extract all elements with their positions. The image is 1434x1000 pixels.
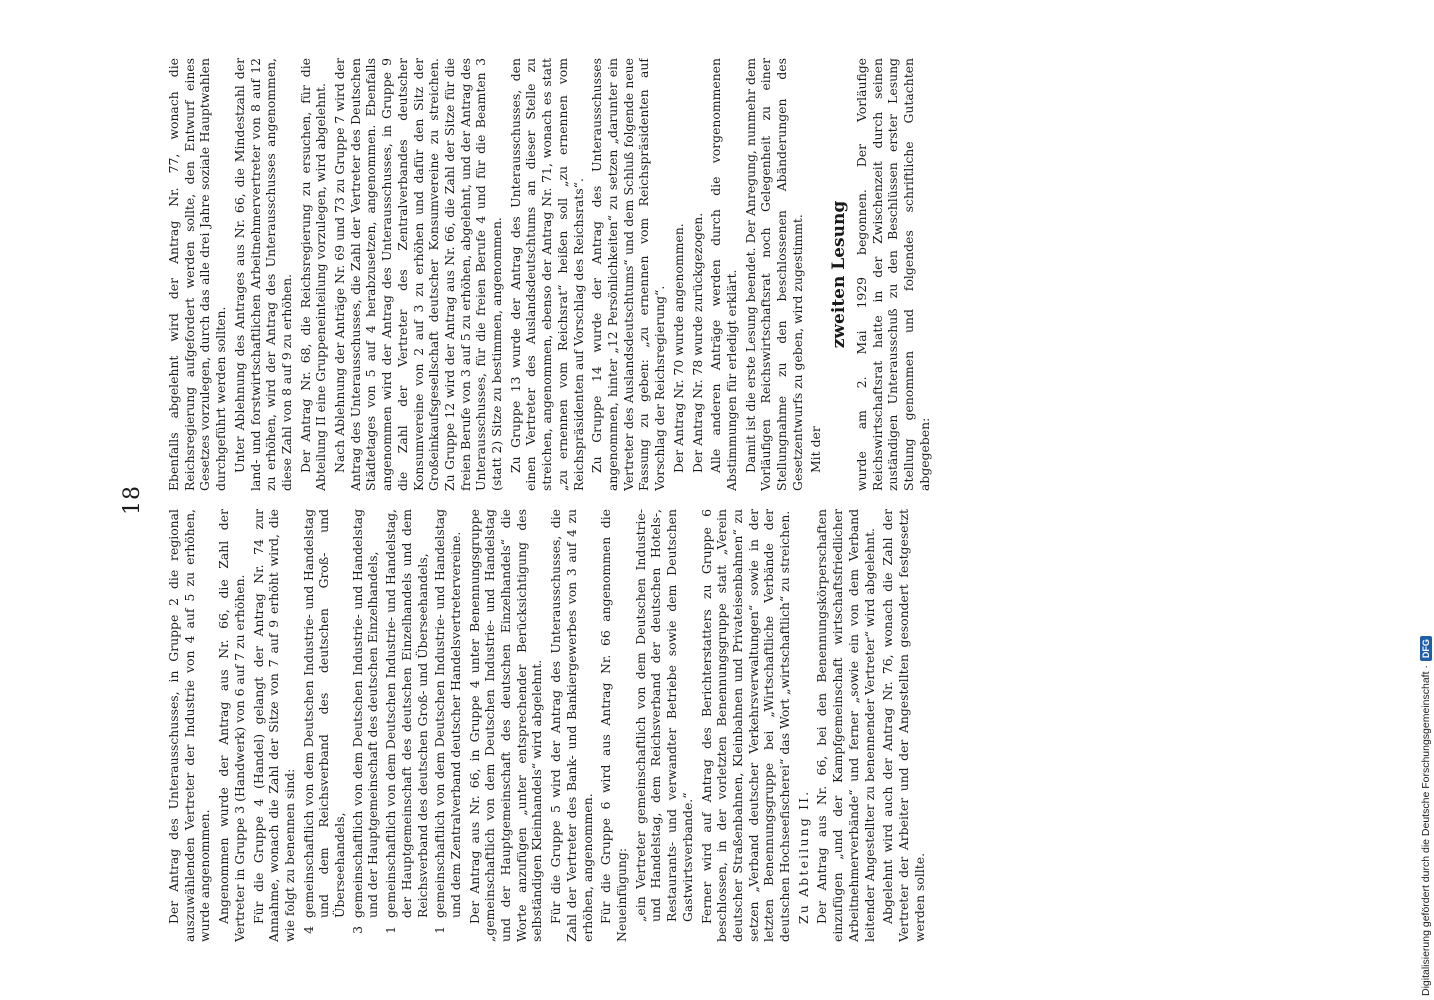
list-item-count: 3 bbox=[349, 926, 365, 934]
paragraph: Der Antrag Nr. 70 wurde angenommen. bbox=[670, 223, 686, 473]
digitization-credit-text: Digitalisierung gefördert durch die Deutsche Forschungsgemeinschaft · bbox=[1420, 665, 1432, 996]
paragraph: Der Antrag Nr. 68, die Reichsregierung zu ersuchen, für die Abteilung II eine Gruppeneinteilung vorzulegen, wird abgelehnt. bbox=[297, 58, 329, 491]
paragraph: Alle anderen Anträge werden durch die vorgenommenen Abstimmungen für erledigt erklärt. bbox=[708, 58, 739, 491]
list-item-text: gemeinschaftlich von dem Deutschen Industrie- und Handelstag und der Hauptgemeinschaft des deutschen Einzelhandels, bbox=[349, 509, 381, 918]
paragraph: Der Antrag aus Nr. 66, in Gruppe 4 unter Benennungsgruppe „gemeinschaftlich von dem Deutschen Industrie- und Handelstag und der Hauptgemeinschaft des deutschen Einzelhandels“ die Worte anzufügen „unter entsprechender Berücksichtigung des selbständigen Kleinhandels“ wird abgelehnt. bbox=[466, 509, 545, 942]
paragraph: Abgelehnt wird auch der Antrag Nr. 76, wonach die Zahl der Vertreter der Arbeiter und der Angestellten gesondert festgesetzt werden sollte. bbox=[880, 509, 927, 942]
paragraph: Für die Gruppe 5 wird der Antrag des Unterausschusses, die Zahl der Vertreter des Bank- und Bankiergewerbes von 3 auf 4 zu erhöhen, angenommen. bbox=[548, 509, 595, 942]
paragraph: Für die Gruppe 4 (Handel) gelangt der Antrag Nr. 74 zur Annahme, wonach die Zahl der Sitze von 7 auf 9 erhöht wird, die wie folgt zu benennen sind: bbox=[250, 509, 297, 942]
left-column bbox=[166, 509, 1244, 942]
paragraph: Ferner wird auf Antrag des Berichterstatters zu Gruppe 6 beschlossen, in der vorletzten Benennungsgruppe statt „Verein deutscher Straßenbahnen, Kleinbahnen und Privateisenbahnen“ zu setzen „Verband deutscher Verkehrsverwaltungen“ sowie in der letzten Benennungsgruppe bei „Wirtschaftliche Verbände der deutschen Hochseefischerei“ das Wort „wirtschaftlich“ zu streichen. bbox=[698, 509, 793, 942]
digitization-credit-text-row bbox=[1418, 4, 1434, 996]
seat-allocation-list bbox=[301, 509, 464, 942]
list-item-count: 4 bbox=[300, 926, 316, 934]
paragraph: wurde am 2. Mai 1929 begonnen. Der Vorläufige Reichswirtschaftsrat hatte in der Zwischenzeit durch seinen zuständigen Unterausschuß zu den Beschlüssen erster Lesung Stellung genommen und folgendes schriftliche Gutachten abgegeben: bbox=[853, 58, 932, 491]
rotated-page-content bbox=[118, 50, 1248, 950]
paragraph: Der Antrag Nr. 78 wurde zurückgezogen. bbox=[689, 212, 705, 473]
page-number: 18 bbox=[120, 485, 145, 515]
dfg-logo: DFG bbox=[1420, 636, 1432, 661]
paragraph: Zu Gruppe 13 wurde der Antrag des Unterausschusses, den einen Vertreter des Auslandsdeutschtums an dieser Stelle zu streichen, angenommen, ebenso der Antrag Nr. 71, wonach es statt „zu ernennen vom Reichsrat“ heißen soll „zu ernennen vom Reichspräsidenten auf Vorschlag des Reichsrats“. bbox=[507, 58, 586, 491]
list-item bbox=[432, 509, 463, 942]
paragraph: Zu Gruppe 14 wurde der Antrag des Unterausschusses angenommen, hinter „12 Persönlichkeiten“ zu setzen „darunter ein Vertreter des Auslandsdeutschtums“ und dem Schluß folgende neue Fassung zu geben: „zu ernennen vom Reichspräsidenten auf Vorschlag der Reichsregierung“. bbox=[589, 58, 668, 491]
paragraph: Damit ist die erste Lesung beendet. Der Anregung, nunmehr dem Vorläufigen Reichswirtschaftsrat noch Gelegenheit zu einer Stellungnahme zu den beschlossenen Abänderungen des Gesetzentwurfs zu geben, wird zugestimmt. bbox=[742, 58, 805, 491]
list-item bbox=[301, 509, 348, 942]
list-item-text: gemeinschaftlich von dem Deutschen Industrie- und Handelstag und dem Zentralverband deutscher Handelsvertretervereine. bbox=[432, 509, 463, 918]
list-item-count: 1 bbox=[383, 926, 399, 934]
list-item bbox=[383, 509, 430, 942]
text-columns bbox=[166, 58, 1244, 942]
section-heading: zweiten Lesung bbox=[829, 200, 850, 349]
paragraph: Angenommen wurde der Antrag aus Nr. 66, die Zahl der Vertreter in Gruppe 3 (Handwerk) von 6 auf 7 zu erhöhen. bbox=[216, 509, 247, 942]
list-item bbox=[350, 509, 381, 942]
paragraph: Für die Gruppe 6 wird aus Antrag Nr. 66 angenommen die Neueinfügung: bbox=[598, 509, 629, 942]
quoted-insertion: „ein Vertreter gemeinschaftlich von dem Deutschen Industrie- und Handelstag, dem Reichsverband der deutschen Hotels-, Restaurants- und verwandter Betriebe sowie dem Deutschen Gastwirtsverbande.“ bbox=[632, 509, 695, 922]
paragraph: Der Antrag des Unterausschusses, in Gruppe 2 die regional auszuwählenden Vertreter der Industrie von 4 auf 5 zu erhöhen, wurde angenommen. bbox=[166, 509, 213, 942]
right-column bbox=[166, 58, 1244, 491]
paragraph: Mit der bbox=[808, 426, 824, 473]
list-item-text: gemeinschaftlich von dem Deutschen Industrie- und Handelstag und dem Reichsverband des deutschen Groß- und Überseehandels, bbox=[300, 509, 348, 918]
digitization-credit bbox=[1418, 4, 1434, 996]
section-label: Zu Abteilung II. bbox=[795, 789, 811, 924]
paragraph: Nach Ablehnung der Anträge Nr. 69 und 73 zu Gruppe 7 wird der Antrag des Unterausschusses, die Zahl der Vertreter des Deutschen Städtetages von 5 auf 4 herabzusetzen, angenommen. Ebenfalls angenommen wird der Antrag des Unterausschusses, in Gruppe 9 die Zahl der Vertreter des Zentralverbandes deutscher Konsumvereine von 2 auf 3 zu erhöhen und dafür den Sitz der Großeinkaufsgesellschaft deutscher Konsumvereine zu streichen. Zu Gruppe 12 wird der Antrag aus Nr. 66, die Zahl der Sitze für die freien Berufe von 3 auf 5 zu erhöhen, abgelehnt, und der Antrag des Unterausschusses, für die freien Berufe 4 und für die Beamten 3 (statt 2) Sitze zu bestimmen, angenommen. bbox=[332, 58, 505, 491]
list-item-text: gemeinschaftlich von dem Deutschen Industrie- und Handelstag, der Hauptgemeinschaft des deutschen Einzelhandels und dem Reichsverband des deutschen Groß- und Überseehandels, bbox=[383, 509, 430, 918]
list-item-count: 1 bbox=[432, 926, 448, 934]
paragraph: Der Antrag aus Nr. 66, bei den Benennungskörperschaften einzufügen „und der Kampfgemeinschaft wirtschaftsfriedlicher Arbeitnehmerverbände“ und ferner „sowie ein von dem Verband leitender Angestellter zu benennender Vertreter“ wird abgelehnt. bbox=[814, 509, 877, 942]
paragraph: Ebenfalls abgelehnt wird der Antrag Nr. 77, wonach die Reichsregierung aufgefordert werden sollte, den Entwurf eines Gesetzes vorzulegen, durch das alle drei Jahre soziale Hauptwahlen durchgeführt werden sollten. bbox=[166, 58, 229, 491]
document-page bbox=[118, 50, 1248, 950]
paragraph: Unter Ablehnung des Antrages aus Nr. 66, die Mindestzahl der land- und forstwirtschaftlichen Arbeitnehmervertreter von 8 auf 12 zu erhöhen, wird der Antrag des Unterausschusses angenommen, diese Zahl von 8 auf 9 zu erhöhen. bbox=[231, 58, 294, 491]
